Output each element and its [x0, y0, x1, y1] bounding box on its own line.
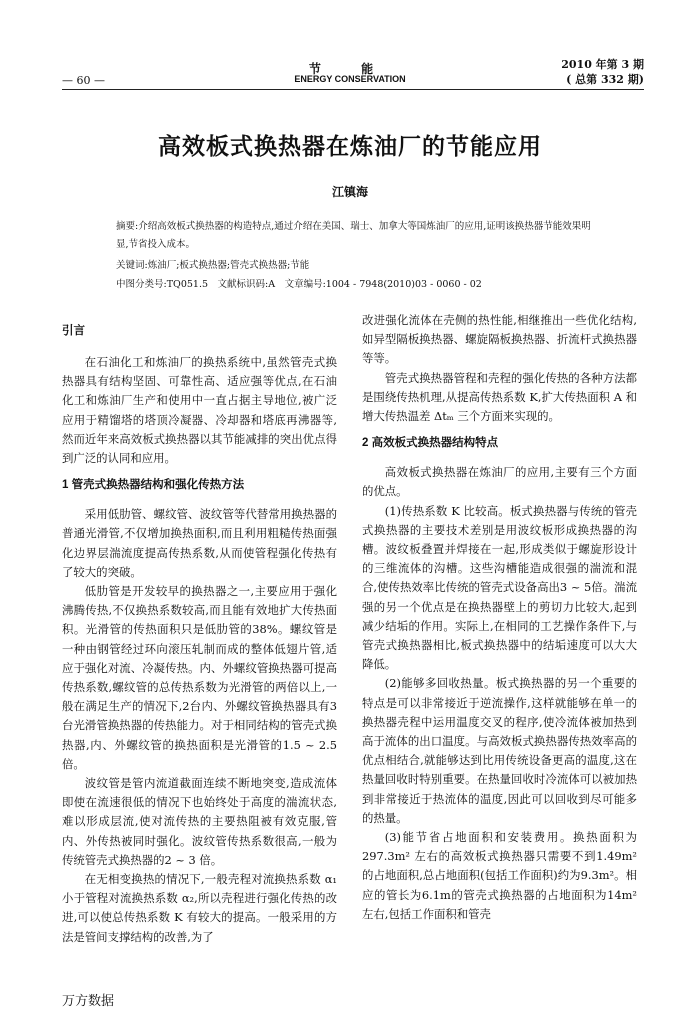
body-paragraph: 波纹管是管内流道截面连续不断地突变,造成流体即使在流速很低的情况下也始终处于高度的湍流状态,难以形成层流,使对流传热的主要热阻被有效克服,管内、外传热被同时强化。波纹管传热系数很高,一般为传统管壳式换热器的2 ~ 3 倍。	[62, 776, 337, 867]
section-heading: 1 管壳式换热器结构和强化传热方法	[62, 479, 245, 492]
watermark-text: 万方数据	[62, 993, 115, 1008]
body-paragraph: 采用低肋管、螺纹管、波纹管等代替常用换热器的普通光滑管,不仅增加换热面积,而且利用粗糙传热面强化边界层湍流度提高传热系数,从而使管程强化传热有了较大的突破。	[62, 507, 337, 579]
header-rule	[62, 89, 644, 90]
body-paragraph: 在无相变换热的情况下,一般壳程对流换热系数 α₁ 小于管程对流换热系数 α₂,所以壳程进行强化传热的改进,可以使总传热系数 K 有较大的提高。一般采用的方法是管间支撑结构的改善,为了	[62, 872, 337, 944]
journal-name-cn: 节 能	[308, 62, 392, 76]
classification-line: 中图分类号:TQ051.5 文献标识码:A 文章编号:1004 - 7948(2010)03 - 0060 - 02	[116, 279, 482, 290]
body-paragraph: 在石油化工和炼油厂的换热系统中,虽然管壳式换热器具有结构坚固、可靠性高、适应强等优点,在石油化工和炼油厂生产和使用中一直占据主导地位,被广泛应用于精馏塔的塔顶冷凝器、冷却器和塔底再沸器等,然而近年来高效板式换热器以其节能减排的突出优点得到广泛的认同和应用。	[62, 355, 337, 466]
abstract: 摘要:介绍高效板式换热器的构造特点,通过介绍在美国、瑞士、加拿大等国炼油厂的应用,证明该换热器节能效果明显,节省投入成本。	[116, 221, 591, 250]
body-paragraph: (3)能节省占地面积和安装费用。换热面积为297.3m² 左右的高效板式换热器只需要不到1.49m² 的占地面积,总占地面积(包括工作面积)约为9.3m²。相应的管长为6.1m的管壳式换热器的占地面积为14m² 左右,包括工作面积和管壳	[362, 830, 637, 921]
issue-info	[560, 57, 644, 87]
left-column	[62, 322, 337, 947]
body-paragraph: 改进强化流体在壳侧的热性能,相继推出一些优化结构,如异型隔板换热器、螺旋隔板换热器、折流杆式换热器等等。	[362, 313, 637, 366]
body-paragraph: 管壳式换热器管程和壳程的强化传热的各种方法都是围绕传热机理,从提高传热系数 K,扩大传热面积 A 和增大传热温差 Δtₘ 三个方面来实现的。	[362, 370, 637, 424]
body-paragraph: (1)传热系数 K 比较高。板式换热器与传统的管壳式换热器的主要技术差别是用波纹板形成换热器的沟槽。波纹板叠置并焊接在一起,形成类似于螺旋形设计的三维流体的沟槽。这些沟槽能造成很强的湍流和混合,使传热效率比传统的管壳式设备高出3 ~ 5倍。湍流强的另一个优点是在换热器壁上的剪切力比较大,起到减少结垢的作用。实际上,在相同的工艺操作条件下,与管壳式换热器相比,板式换热器中的结垢速度可以大大降低。	[362, 503, 637, 672]
section-heading: 2 高效板式换热器结构特点	[362, 437, 499, 450]
keywords: 关键词:炼油厂;板式换热器;管壳式换热器;节能	[116, 260, 310, 271]
article-title: 高效板式换热器在炼油厂的节能应用	[158, 133, 542, 160]
body-paragraph: 低肋管是开发较早的换热器之一,主要应用于强化沸腾传热,不仅换热系数较高,而且能有效地扩大传热面积。光滑管的传热面积只是低肋管的38%。螺纹管是一种由钢管经过环向滚压轧制而成的整体低翅片管,适应于强化对流、冷凝传热。内、外螺纹管换热器可提高传热系数,螺纹管的总传热系数为光滑管的两倍以上,一般在满足生产的情况下,2台内、外螺纹管换热器具有3台光滑管换热器的传热能力。对于相同结构的管壳式换热器,内、外螺纹管的换热面积是光滑管的1.5 ~ 2.5 倍。	[62, 584, 337, 771]
section-heading: 引言	[62, 325, 85, 337]
issue-year-number: 2010 年第 3 期	[561, 58, 644, 71]
body-paragraph: 高效板式换热器在炼油厂的应用,主要有三个方面的优点。	[362, 465, 637, 499]
page-number: — 60 —	[62, 74, 105, 87]
body-paragraph: (2)能够多回收热量。板式换热器的另一个重要的特点是可以非常接近于逆流操作,这样就能够在单一的换热器壳程中运用温度交叉的程序,使冷流体被加热到高于流体的出口温度。与高效板式换热器传热效率高的优点相结合,就能够达到比用传统设备更高的温度,这在热量回收时特别重要。在热量回收时冷流体可以被加热到非常接近于热流体的温度,因此可以回收到尽可能多的热量。	[362, 676, 637, 825]
article-author: 江镇海	[331, 185, 368, 199]
journal-name-en: ENERGY CONSERVATION	[294, 74, 406, 84]
issue-total-number: ( 总第 332 期)	[566, 73, 644, 86]
right-column	[362, 311, 637, 924]
